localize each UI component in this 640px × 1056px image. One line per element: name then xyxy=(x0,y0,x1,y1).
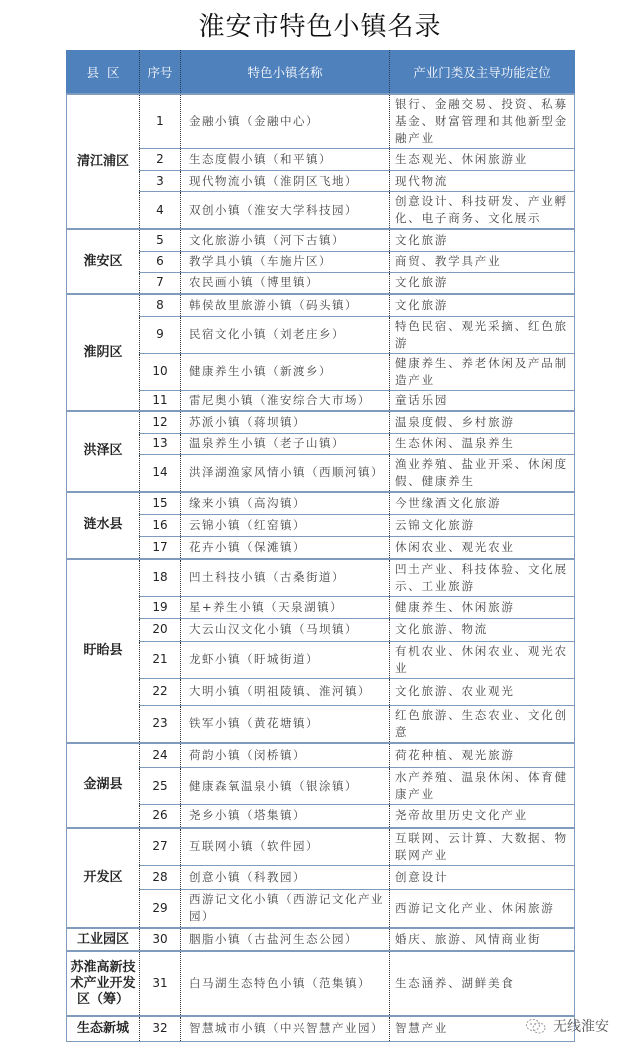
table-row xyxy=(67,433,575,454)
industry-cell: 现代物流 xyxy=(390,171,575,192)
town-name-cell: 现代物流小镇（淮阴区飞地） xyxy=(181,171,390,192)
number-cell: 25 xyxy=(140,768,181,805)
table-header-row xyxy=(67,50,575,94)
number-cell: 24 xyxy=(140,743,181,768)
industry-cell: 银行、金融交易、投资、私募基金、财富管理和其他新型金融产业 xyxy=(390,94,575,149)
town-name-cell: 荷韵小镇（闵桥镇） xyxy=(181,743,390,768)
town-name-cell: 互联网小镇（软件园） xyxy=(181,828,390,866)
town-name-cell: 教学具小镇（车施片区） xyxy=(181,251,390,272)
table-row xyxy=(67,559,575,597)
number-cell: 28 xyxy=(140,865,181,889)
number-cell: 16 xyxy=(140,515,181,537)
table-row xyxy=(67,515,575,537)
industry-cell: 童话乐园 xyxy=(390,390,575,411)
table-row xyxy=(67,889,575,928)
industry-cell: 健康养生、休闲旅游 xyxy=(390,596,575,618)
table-row xyxy=(67,171,575,192)
wechat-icon xyxy=(525,1018,547,1034)
table-row xyxy=(67,294,575,316)
town-name-cell: 大云山汉文化小镇（马坝镇） xyxy=(181,618,390,641)
town-name-cell: 雷尼奥小镇（淮安综合大市场） xyxy=(181,390,390,411)
industry-cell: 尧帝故里历史文化产业 xyxy=(390,805,575,828)
town-name-cell: 民宿文化小镇（刘老庄乡） xyxy=(181,316,390,353)
watermark-text: 无线淮安 xyxy=(553,1019,609,1035)
number-cell: 1 xyxy=(140,94,181,149)
table-row xyxy=(67,805,575,828)
table-row xyxy=(67,390,575,411)
table-row xyxy=(67,492,575,515)
number-cell: 10 xyxy=(140,353,181,390)
town-name-cell: 苏派小镇（蒋坝镇） xyxy=(181,411,390,433)
industry-cell: 智慧产业 xyxy=(390,1016,575,1041)
table-row xyxy=(67,149,575,171)
industry-cell: 文化旅游、农业观光 xyxy=(390,678,575,705)
district-cell: 开发区 xyxy=(67,828,140,929)
number-cell: 7 xyxy=(140,272,181,294)
town-name-cell: 铁军小镇（黄花塘镇） xyxy=(181,705,390,743)
header-district: 县 区 xyxy=(67,50,140,94)
number-cell: 6 xyxy=(140,251,181,272)
town-name-cell: 白马湖生态特色小镇（范集镇） xyxy=(181,951,390,1016)
table-row xyxy=(67,316,575,353)
town-name-cell: 韩侯故里旅游小镇（码头镇） xyxy=(181,294,390,316)
town-name-cell: 创意小镇（科教园） xyxy=(181,865,390,889)
district-cell: 淮阴区 xyxy=(67,294,140,411)
number-cell: 2 xyxy=(140,149,181,171)
industry-cell: 有机农业、休闲农业、观光农业 xyxy=(390,641,575,678)
town-list-table xyxy=(66,50,575,1042)
town-name-cell: 健康森氧温泉小镇（银涂镇） xyxy=(181,768,390,805)
industry-cell: 文化旅游 xyxy=(390,272,575,294)
industry-cell: 文化旅游 xyxy=(390,229,575,251)
table-row xyxy=(67,865,575,889)
district-cell: 淮安区 xyxy=(67,229,140,294)
number-cell: 29 xyxy=(140,889,181,928)
town-name-cell: 花卉小镇（保滩镇） xyxy=(181,537,390,559)
industry-cell: 温泉度假、乡村旅游 xyxy=(390,411,575,433)
number-cell: 4 xyxy=(140,192,181,230)
table-body xyxy=(67,94,575,1041)
number-cell: 23 xyxy=(140,705,181,743)
town-name-cell: 大明小镇（明祖陵镇、淮河镇） xyxy=(181,678,390,705)
table-row xyxy=(67,537,575,559)
number-cell: 32 xyxy=(140,1016,181,1041)
table-row xyxy=(67,768,575,805)
watermark xyxy=(525,1016,609,1036)
district-cell: 涟水县 xyxy=(67,492,140,559)
table-row xyxy=(67,928,575,951)
number-cell: 15 xyxy=(140,492,181,515)
industry-cell: 互联网、云计算、大数据、物联网产业 xyxy=(390,828,575,866)
table-row xyxy=(67,94,575,149)
number-cell: 21 xyxy=(140,641,181,678)
table-row xyxy=(67,678,575,705)
industry-cell: 特色民宿、观光采摘、红色旅游 xyxy=(390,316,575,353)
district-cell: 金湖县 xyxy=(67,743,140,828)
header-industry: 产业门类及主导功能定位 xyxy=(390,50,575,94)
number-cell: 3 xyxy=(140,171,181,192)
town-name-cell: 龙虾小镇（盱城街道） xyxy=(181,641,390,678)
town-name-cell: 缘来小镇（高沟镇） xyxy=(181,492,390,515)
table-row xyxy=(67,353,575,390)
industry-cell: 创意设计 xyxy=(390,865,575,889)
number-cell: 17 xyxy=(140,537,181,559)
number-cell: 5 xyxy=(140,229,181,251)
town-name-cell: 西游记文化小镇（西游记文化产业园） xyxy=(181,889,390,928)
number-cell: 31 xyxy=(140,951,181,1016)
town-name-cell: 尧乡小镇（塔集镇） xyxy=(181,805,390,828)
town-name-cell: 凹土科技小镇（古桑街道） xyxy=(181,559,390,597)
district-cell: 盱眙县 xyxy=(67,559,140,743)
table-row xyxy=(67,229,575,251)
industry-cell: 西游记文化产业、休闲旅游 xyxy=(390,889,575,928)
table-row xyxy=(67,705,575,743)
industry-cell: 文化旅游 xyxy=(390,294,575,316)
number-cell: 9 xyxy=(140,316,181,353)
town-name-cell: 星+养生小镇（天泉湖镇） xyxy=(181,596,390,618)
district-cell: 洪泽区 xyxy=(67,411,140,492)
district-cell: 苏淮高新技术产业开发区（筹） xyxy=(67,951,140,1016)
industry-cell: 荷花种植、观光旅游 xyxy=(390,743,575,768)
industry-cell: 水产养殖、温泉休闲、体育健康产业 xyxy=(390,768,575,805)
industry-cell: 婚庆、旅游、风情商业街 xyxy=(390,928,575,951)
town-name-cell: 温泉养生小镇（老子山镇） xyxy=(181,433,390,454)
number-cell: 14 xyxy=(140,454,181,492)
town-name-cell: 生态度假小镇（和平镇） xyxy=(181,149,390,171)
table-row xyxy=(67,251,575,272)
number-cell: 18 xyxy=(140,559,181,597)
number-cell: 27 xyxy=(140,828,181,866)
table-row xyxy=(67,951,575,1016)
industry-cell: 健康养生、养老休闲及产品制造产业 xyxy=(390,353,575,390)
table-row xyxy=(67,454,575,492)
industry-cell: 今世缘酒文化旅游 xyxy=(390,492,575,515)
number-cell: 30 xyxy=(140,928,181,951)
number-cell: 11 xyxy=(140,390,181,411)
table-row xyxy=(67,596,575,618)
table-row xyxy=(67,1016,575,1041)
town-name-cell: 洪泽湖渔家风情小镇（西顺河镇） xyxy=(181,454,390,492)
table-row xyxy=(67,641,575,678)
industry-cell: 生态观光、休闲旅游业 xyxy=(390,149,575,171)
town-name-cell: 文化旅游小镇（河下古镇） xyxy=(181,229,390,251)
number-cell: 12 xyxy=(140,411,181,433)
industry-cell: 渔业养殖、盐业开采、休闲度假、健康养生 xyxy=(390,454,575,492)
industry-cell: 生态涵养、湖鲜美食 xyxy=(390,951,575,1016)
table-row xyxy=(67,411,575,433)
town-name-cell: 双创小镇（淮安大学科技园） xyxy=(181,192,390,230)
town-name-cell: 智慧城市小镇（中兴智慧产业园） xyxy=(181,1016,390,1041)
table-row xyxy=(67,618,575,641)
industry-cell: 凹土产业、科技体验、文化展示、工业旅游 xyxy=(390,559,575,597)
industry-cell: 云锦文化旅游 xyxy=(390,515,575,537)
industry-cell: 文化旅游、物流 xyxy=(390,618,575,641)
industry-cell: 创意设计、科技研发、产业孵化、电子商务、文化展示 xyxy=(390,192,575,230)
header-number: 序号 xyxy=(140,50,181,94)
town-name-cell: 云锦小镇（红窑镇） xyxy=(181,515,390,537)
industry-cell: 休闲农业、观光农业 xyxy=(390,537,575,559)
page-title: 淮安市特色小镇名录 xyxy=(198,12,442,42)
industry-cell: 生态休闲、温泉养生 xyxy=(390,433,575,454)
town-name-cell: 胭脂小镇（古盐河生态公园） xyxy=(181,928,390,951)
industry-cell: 商贸、教学具产业 xyxy=(390,251,575,272)
industry-cell: 红色旅游、生态农业、文化创意 xyxy=(390,705,575,743)
number-cell: 20 xyxy=(140,618,181,641)
district-cell: 工业园区 xyxy=(67,928,140,951)
table-row xyxy=(67,828,575,866)
number-cell: 13 xyxy=(140,433,181,454)
number-cell: 19 xyxy=(140,596,181,618)
number-cell: 26 xyxy=(140,805,181,828)
town-name-cell: 农民画小镇（博里镇） xyxy=(181,272,390,294)
table-row xyxy=(67,192,575,230)
district-cell: 生态新城 xyxy=(67,1016,140,1041)
table-row xyxy=(67,272,575,294)
town-name-cell: 健康养生小镇（新渡乡） xyxy=(181,353,390,390)
number-cell: 22 xyxy=(140,678,181,705)
town-name-cell: 金融小镇（金融中心） xyxy=(181,94,390,149)
header-town-name: 特色小镇名称 xyxy=(181,50,390,94)
table-row xyxy=(67,743,575,768)
district-cell: 清江浦区 xyxy=(67,94,140,229)
number-cell: 8 xyxy=(140,294,181,316)
